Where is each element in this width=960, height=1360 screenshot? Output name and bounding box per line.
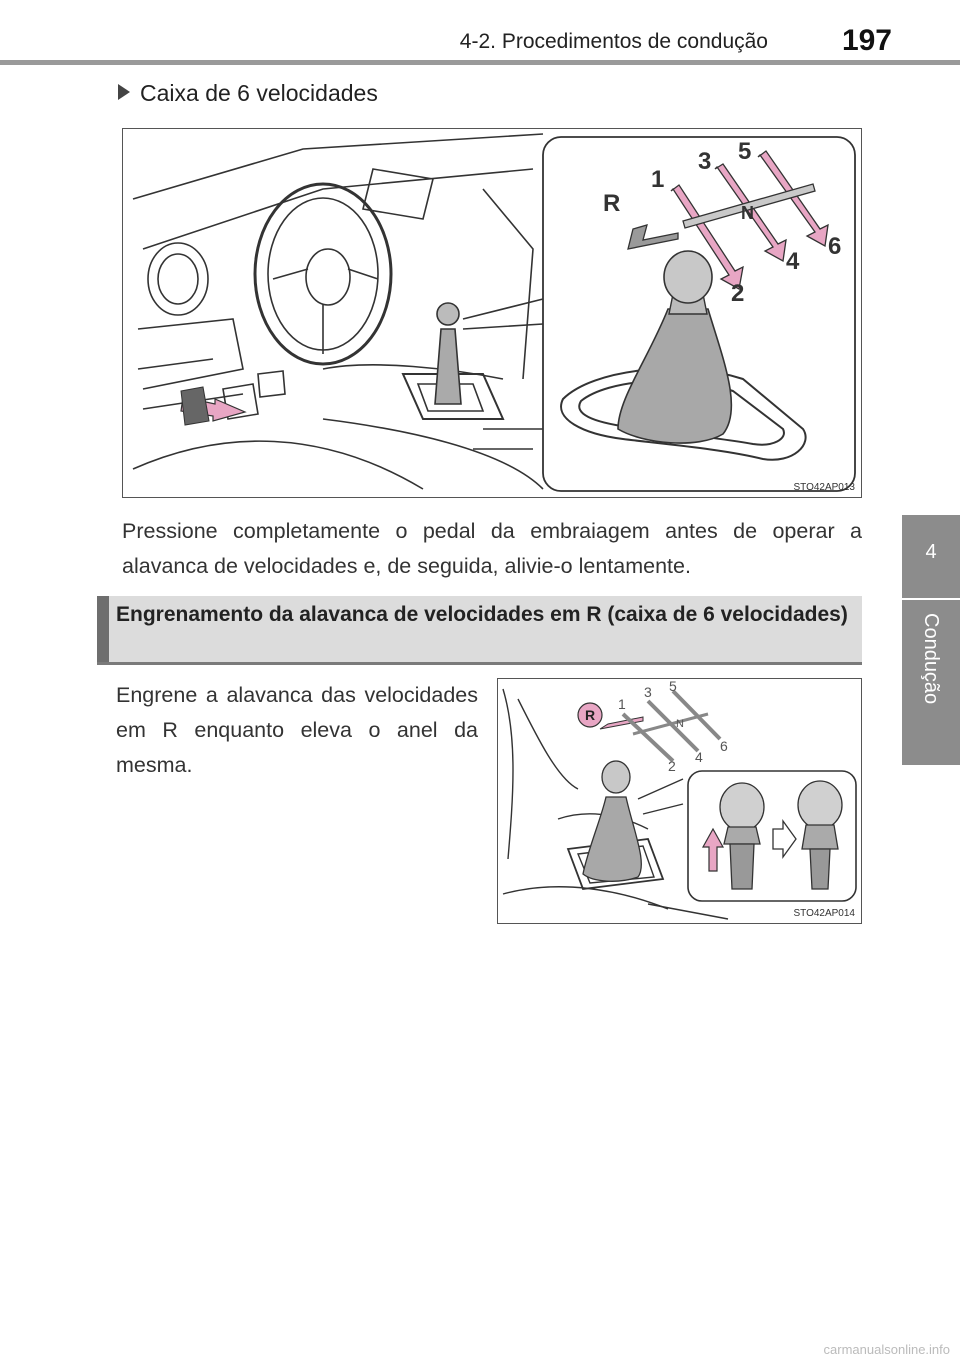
gear-label-r: R (603, 190, 621, 217)
figure-gearshift-cabin (122, 128, 862, 498)
gear-label-2: 2 (731, 280, 745, 307)
triangle-right-icon (118, 84, 130, 100)
tab-divider (902, 598, 960, 600)
section-title: 4-2. Procedimentos de condução (459, 30, 768, 53)
reverse-illustration (498, 679, 862, 924)
gear-label-n-small: N (676, 718, 684, 730)
figure-reverse-engage (497, 678, 862, 924)
gear-label-r-small: R (585, 707, 596, 723)
section-heading: Engrenamento da alavanca de velocidades em R (caixa de 6 velocidades) (116, 603, 848, 626)
figure-code: STO42AP013 (793, 482, 855, 493)
clutch-pedal (181, 387, 209, 425)
section-body: Engrene a alavanca das velocidades em R enquanto eleva o anel da mesma. (116, 683, 478, 777)
chapter-label: Condução (920, 613, 942, 705)
gear-label-1-small: 1 (618, 696, 626, 712)
figure-code-2: STO42AP014 (793, 908, 855, 919)
gear-label-6: 6 (828, 233, 842, 260)
gear-label-3: 3 (698, 148, 712, 175)
gear-label-4-small: 4 (695, 749, 703, 765)
gear-label-2-small: 2 (668, 758, 676, 774)
bullet-item (118, 80, 378, 107)
shift-knob (664, 251, 712, 303)
page-number: 197 (841, 24, 892, 57)
gear-label-5-small: 5 (669, 679, 677, 694)
section-heading-box (97, 596, 862, 665)
gear-label-3-small: 3 (644, 684, 652, 700)
bullet-text: Caixa de 6 velocidades (140, 80, 378, 106)
cabin-illustration (123, 129, 862, 498)
chapter-tab[interactable] (902, 515, 960, 765)
header-rule (0, 60, 960, 65)
instruction-paragraph: Pressione completamente o pedal da embraiagem antes de operar a alavanca de velocidades e, de seguida, alivie-o lentamente. (122, 519, 862, 578)
gear-label-6-small: 6 (720, 738, 728, 754)
chapter-number: 4 (925, 541, 937, 563)
shift-knob-small (602, 761, 630, 793)
gear-label-1: 1 (651, 166, 665, 193)
gear-label-4: 4 (786, 248, 800, 275)
gear-label-n: N (741, 203, 754, 223)
gear-label-5: 5 (738, 138, 752, 165)
heading-rule (97, 662, 862, 665)
shift-boot-small (583, 797, 641, 881)
watermark: carmanualsonline.info (823, 1342, 950, 1357)
